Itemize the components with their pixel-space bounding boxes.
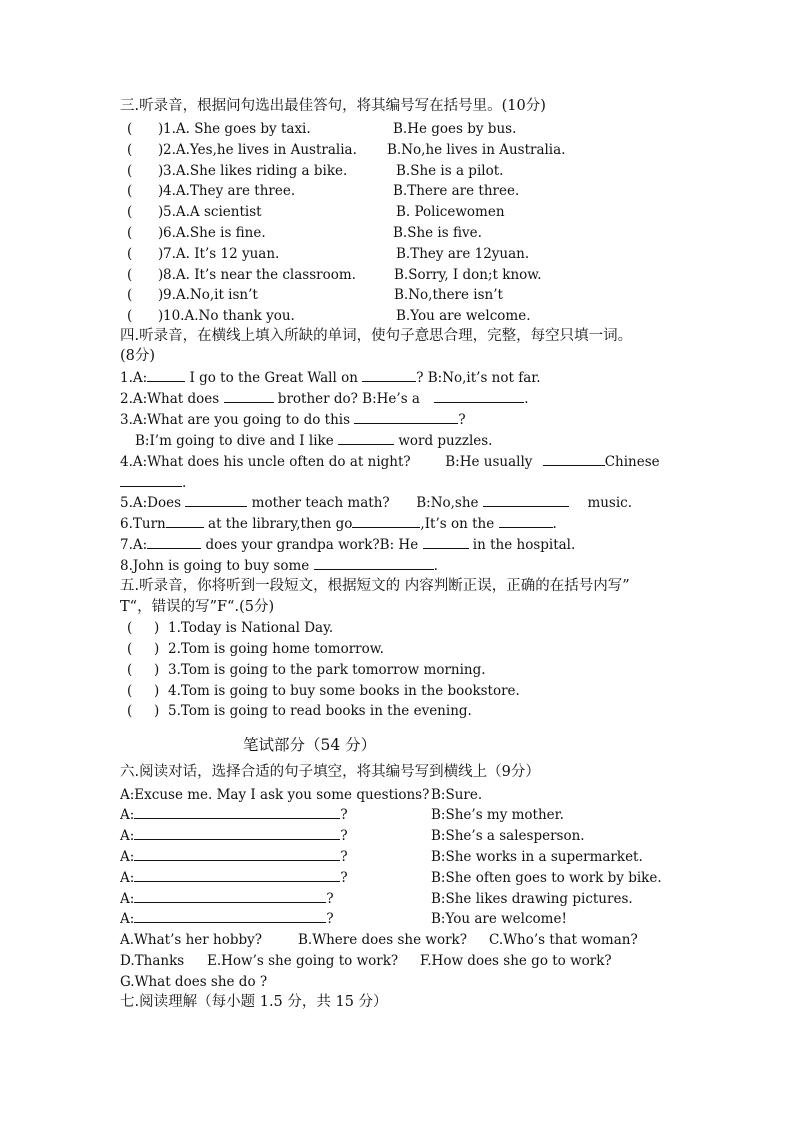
dialog-answer-blank[interactable] [134,848,340,861]
option-c: C.Who’s that woman? [489,932,638,948]
dialog-answer-blank[interactable] [134,890,326,903]
q4-label: 4.A:What does his uncle often do at night? [120,454,411,470]
option-b-text: B.Sorry, I don;t know. [394,267,542,283]
q3-blank-1[interactable] [354,411,458,424]
q8-end: . [433,558,438,574]
option-a-text: 7.A. It’s 12 yuan. [163,246,280,262]
q7-text: does your grandpa work?B: He [205,537,419,553]
q7-blank-1[interactable] [147,536,201,549]
tf-paren-close: ) [154,620,160,636]
q4-blank-1[interactable] [543,453,605,466]
option-a-text: 4.A.They are three. [163,183,296,199]
dialog-a-label: A: ? [120,870,348,886]
tf-paren-close: ) [154,641,160,657]
option-b-text: B. Policewomen [396,204,505,220]
option-e: E.How’s she going to work? [207,953,399,969]
q4-text: B:He usually [445,454,533,470]
answer-paren-open: ( [127,287,133,303]
q5-blank-2[interactable] [483,494,569,507]
option-a-text: 1.A. She goes by taxi. [163,121,311,137]
dialog-answer-blank[interactable] [134,910,326,923]
option-a-text: 6.A.She is fine. [163,225,266,241]
dialog-first-a: A:Excuse me. May I ask you some questions? [120,787,430,803]
answer-paren-close: ) [158,142,164,158]
option-b-text: B.You are welcome. [396,308,531,324]
fill-question-1 [120,369,541,387]
q6-text-2: ,It’s on the [420,516,495,532]
q2-label: 2.A:What does [120,391,220,407]
answer-paren-open: ( [127,163,133,179]
option-b-text: B.No,he lives in Australia. [387,142,566,158]
option-b-text: B.There are three. [393,183,520,199]
q3-blank-2[interactable] [338,432,394,445]
q7-end: in the hospital. [472,537,576,553]
dialog-answer-blank[interactable] [134,869,340,882]
answer-paren-close: ) [158,267,164,283]
q4-chinese: Chinese [604,454,660,470]
dialog-a-label: A: ? [120,911,334,927]
q5-label: 5.A:Does [120,495,182,511]
answer-paren-open: ( [127,225,133,241]
q5-answer: B:No,she [416,495,479,511]
tf-statement: 1.Today is National Day. [168,620,334,636]
option-b-text: B.She is a pilot. [396,163,504,179]
q4-blank-2[interactable] [120,474,182,487]
dialog-b-reply: B:She often goes to work by bike. [431,870,662,886]
option-d: D.Thanks [120,953,185,969]
option-a: A.What’s her hobby? [120,932,262,948]
q2-blank-2[interactable] [434,390,524,403]
q5-text: mother teach math? [251,495,390,511]
answer-paren-close: ) [158,308,164,324]
answer-paren-open: ( [127,142,133,158]
q5-end: music. [587,495,633,511]
q2-blank-1[interactable] [224,390,274,403]
tf-paren-open: ( [127,683,133,699]
dialog-answer-blank[interactable] [134,827,340,840]
answer-paren-close: ) [158,204,164,220]
q1-text: I go to the Great Wall on [189,370,358,386]
q6-blank-1[interactable] [166,515,204,528]
fill-question-4-cont [120,474,186,492]
option-g: G.What does she do ? [120,974,268,990]
tf-paren-close: ) [154,703,160,719]
answer-paren-close: ) [158,246,164,262]
dialog-answer-blank[interactable] [134,806,340,819]
q4-end: . [182,475,187,491]
written-part-title: 笔试部分（54 分） [243,736,377,754]
section-4-title: 四.听录音，在横线上填入所缺的单词，使句子意思合理，完整，每空只填一词。 [120,328,633,344]
q6-blank-3[interactable] [499,515,553,528]
q3-label: 3.A:What are you going to do this [120,412,351,428]
option-b-text: B.They are 12yuan. [396,246,530,262]
answer-paren-open: ( [127,121,133,137]
option-a-text: 8.A. It’s near the classroom. [163,267,356,283]
dialog-b-reply: B:She’s a salesperson. [431,828,585,844]
fill-question-8 [120,557,438,575]
dialog-a-label: A: ? [120,849,348,865]
answer-paren-close: ) [158,225,164,241]
section-4-score: (8分) [120,348,156,364]
option-b: B.Where does she work? [298,932,467,948]
option-a-text: 10.A.No thank you. [163,308,295,324]
dialog-a-label: A: ? [120,891,334,907]
tf-paren-close: ) [154,662,160,678]
section-6-title: 六.阅读对话，选择合适的句子填空，将其编号写到横线上（9分） [120,764,540,780]
q1-label: 1.A: [120,370,148,386]
q1-answer: ? B:No,it’s not far. [416,370,541,386]
q3-answer: B:I’m going to dive and I like [135,433,334,449]
dialog-b-reply: B:You are welcome! [431,911,567,927]
q8-blank-1[interactable] [314,557,434,570]
q1-blank-1[interactable] [147,369,185,382]
q5-blank-1[interactable] [185,494,247,507]
option-f: F.How does she go to work? [420,953,612,969]
q6-blank-2[interactable] [352,515,420,528]
tf-statement: 3.Tom is going to the park tomorrow morning. [168,662,486,678]
option-a-text: 3.A.She likes riding a bike. [163,163,348,179]
q2-end: . [524,391,529,407]
section-5-title-2: T“，错误的写”F“.(5分) [120,599,275,615]
q8-label: 8.John is going to buy some [120,558,310,574]
q7-label: 7.A: [120,537,148,553]
q7-blank-2[interactable] [423,536,469,549]
dialog-b-reply: B:She likes drawing pictures. [431,891,633,907]
tf-paren-open: ( [127,641,133,657]
option-a-text: 5.A.A scientist [163,204,262,220]
answer-paren-close: ) [158,183,164,199]
option-a-text: 2.A.Yes,he lives in Australia. [163,142,357,158]
q6-label: 6.Turn [120,516,166,532]
fill-question-2 [120,390,529,408]
option-b-text: B.She is five. [393,225,482,241]
fill-question-4 [120,453,660,471]
option-a-text: 9.A.No,it isn’t [163,287,258,303]
answer-paren-open: ( [127,204,133,220]
fill-question-6 [120,515,557,533]
dialog-b-reply: B:She works in a supermarket. [431,849,643,865]
tf-statement: 2.Tom is going home tomorrow. [168,641,384,657]
tf-paren-close: ) [154,683,160,699]
answer-paren-close: ) [158,163,164,179]
tf-paren-open: ( [127,662,133,678]
dialog-a-label: A: ? [120,807,348,823]
answer-paren-close: ) [158,121,164,137]
answer-paren-close: ) [158,287,164,303]
dialog-first-b: B:Sure. [431,787,483,803]
answer-paren-open: ( [127,246,133,262]
answer-paren-open: ( [127,183,133,199]
section-3-title: 三.听录音，根据问句选出最佳答句，将其编号写在括号里。(10分) [120,98,546,114]
q2-text: brother do? B:He’s a [277,391,420,407]
fill-question-3 [120,411,466,429]
fill-question-5 [120,494,632,512]
answer-paren-open: ( [127,267,133,283]
q3-mark: ? [458,412,466,428]
tf-statement: 5.Tom is going to read books in the evening. [168,703,472,719]
q6-end: . [552,516,557,532]
tf-statement: 4.Tom is going to buy some books in the bookstore. [168,683,520,699]
answer-paren-open: ( [127,308,133,324]
tf-paren-open: ( [127,620,133,636]
dialog-a-label: A: ? [120,828,348,844]
section-7-title: 七.阅读理解（每小题 1.5 分，共 15 分） [120,994,388,1010]
option-b-text: B.He goes by bus. [393,121,517,137]
tf-paren-open: ( [127,703,133,719]
section-5-title: 五.听录音，你将听到一段短文，根据短文的 内容判断正误，正确的在括号内写” [120,578,630,594]
option-b-text: B.No,there isn’t [394,287,503,303]
q1-blank-2[interactable] [362,369,416,382]
q3-end: word puzzles. [398,433,493,449]
q6-text: at the library,then go [208,516,353,532]
fill-question-3-answer [135,432,492,450]
dialog-b-reply: B:She’s my mother. [431,807,564,823]
fill-question-7 [120,536,575,554]
